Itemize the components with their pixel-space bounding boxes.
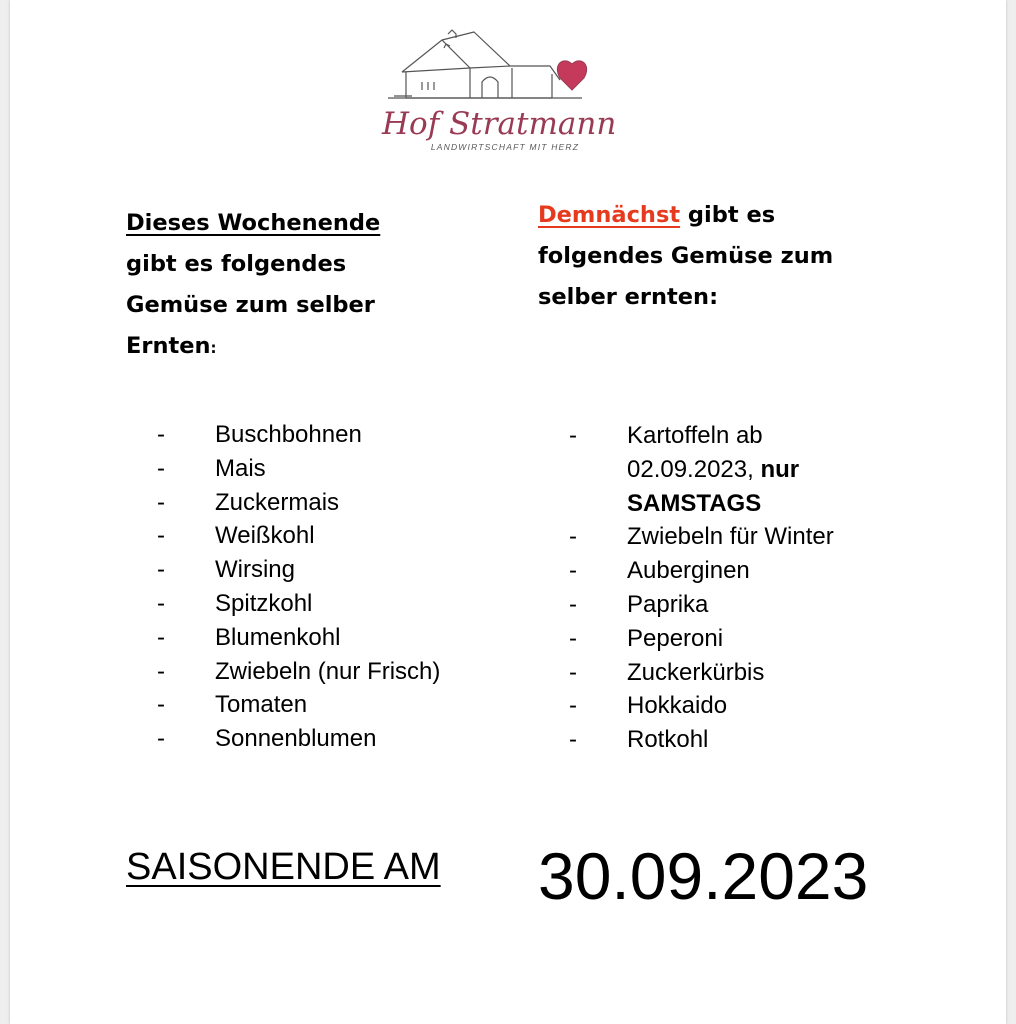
logo [382, 28, 617, 152]
bullet-dash: - [157, 589, 165, 617]
bullet-dash: - [157, 725, 165, 753]
right-heading [538, 195, 833, 318]
season-end-date: 30.09.2023 [538, 839, 869, 913]
list-item [566, 588, 834, 622]
farmhouse-with-heart-icon [382, 28, 594, 108]
bullet-dash: - [157, 556, 165, 584]
list-item-label: Paprika [627, 590, 709, 618]
bullet-dash: - [157, 691, 165, 719]
list-item-label: Zwiebeln (nur Frisch) [215, 657, 441, 685]
bullet-dash: - [157, 454, 165, 482]
list-item [154, 519, 440, 553]
list-item-label: Spitzkohl [215, 589, 313, 617]
season-end-label: SAISONENDE AM [126, 846, 441, 888]
list-item-label: Weißkohl [215, 522, 315, 550]
list-item [154, 621, 440, 655]
left-heading-line-3: Gemüse zum selber [126, 292, 375, 318]
right-heading-line-3: selber ernten: [538, 284, 719, 310]
potato-line-1: Kartoffeln ab [627, 422, 763, 449]
list-item-label: Wirsing [215, 556, 296, 584]
list-item [154, 452, 440, 486]
demnaechst-highlight: Demnächst [538, 202, 681, 228]
list-item [154, 553, 440, 587]
heart-icon [557, 61, 586, 90]
bullet-dash: - [569, 422, 577, 449]
bullet-dash: - [157, 522, 165, 550]
list-item-label: Zuckermais [215, 488, 340, 516]
list-item [566, 723, 834, 757]
list-item-label: Auberginen [627, 557, 750, 585]
left-heading-line-2: gibt es folgendes [126, 251, 347, 277]
list-item [154, 587, 440, 621]
bullet-dash: - [569, 658, 577, 686]
current-vegetables-list [154, 418, 440, 756]
list-item-label: Zuckerkürbis [627, 658, 765, 686]
bullet-dash: - [569, 692, 577, 720]
list-item [566, 520, 834, 554]
list-item-label: Tomaten [215, 691, 308, 719]
right-heading-line-2: folgendes Gemüse zum [538, 243, 834, 269]
list-item [566, 689, 834, 723]
list-item-label: Zwiebeln für Winter [627, 523, 834, 551]
logo-tagline: LANDWIRTSCHAFT MIT HERZ [430, 142, 580, 152]
list-item-label: Buschbohnen [215, 421, 362, 448]
left-heading-colon: : [210, 339, 217, 357]
logo-name: Hof Stratmann [382, 106, 617, 142]
list-item [154, 486, 440, 520]
bullet-dash: - [157, 657, 165, 685]
potato-line-2: 02.09.2023, [627, 455, 761, 483]
bullet-dash: - [569, 557, 577, 585]
bullet-dash: - [569, 726, 577, 754]
bullet-dash: - [569, 590, 577, 618]
list-item [566, 656, 834, 690]
left-heading-line-4: Ernten [126, 333, 211, 359]
list-item-label: Sonnenblumen [215, 725, 377, 753]
list-item-label: Mais [215, 454, 266, 482]
bullet-dash: - [569, 624, 577, 652]
list-item [566, 622, 834, 656]
list-item [154, 655, 440, 689]
list-item [154, 418, 440, 452]
document-page [10, 0, 1006, 1024]
right-heading-line-1-rest: gibt es [680, 202, 776, 228]
bullet-dash: - [157, 623, 165, 651]
list-item-label: Hokkaido [627, 692, 728, 720]
list-item [566, 554, 834, 588]
bullet-dash: - [569, 523, 577, 551]
list-item-label: Rotkohl [627, 726, 709, 754]
bullet-dash: - [157, 421, 165, 448]
list-item-label: Blumenkohl [215, 623, 341, 651]
upcoming-vegetables-list [566, 419, 834, 757]
list-item-label: Peperoni [627, 624, 724, 652]
left-heading-line-1: Dieses Wochenende [126, 210, 381, 236]
bullet-dash: - [157, 488, 165, 516]
left-heading [126, 203, 380, 369]
potato-only-label: nur [760, 455, 800, 483]
list-item [154, 688, 440, 722]
list-item-potatoes [566, 419, 834, 520]
potato-saturdays-label: SAMSTAGS [627, 489, 762, 517]
list-item [154, 722, 440, 756]
